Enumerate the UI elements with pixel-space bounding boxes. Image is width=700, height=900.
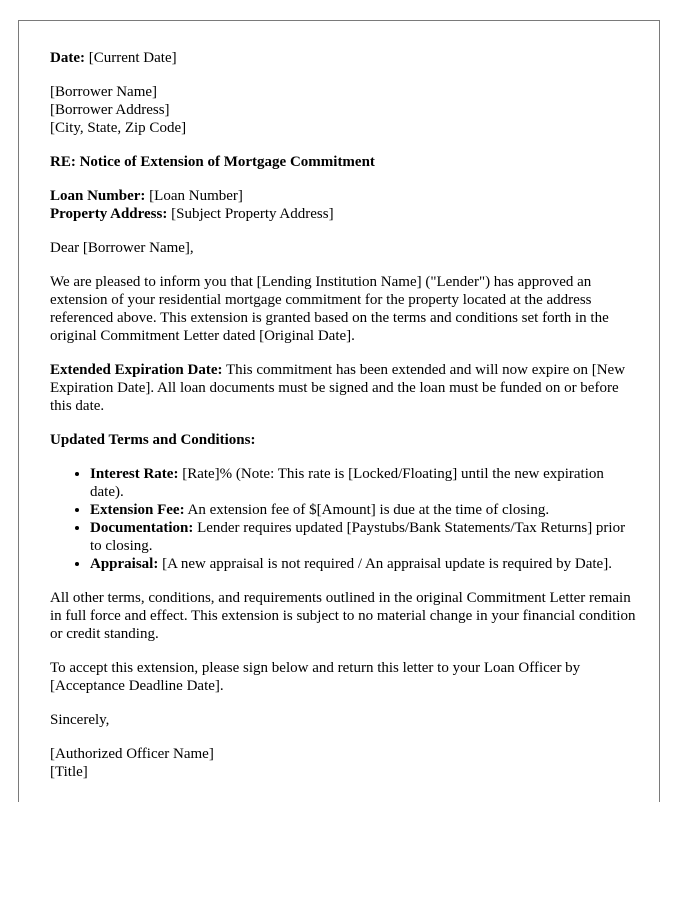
recipient-city-state-zip: [City, State, Zip Code] — [50, 120, 187, 136]
loan-number-line — [50, 187, 640, 205]
terms-item-documentation — [90, 519, 640, 555]
loan-number-value: [Loan Number] — [149, 188, 243, 204]
date-line — [50, 49, 640, 67]
recipient-address: [Borrower Address] — [50, 102, 170, 118]
terms-list — [50, 465, 640, 573]
recipient-block — [50, 83, 640, 137]
terms-item-appraisal — [90, 555, 640, 573]
subject-text: RE: Notice of Extension of Mortgage Commitment — [50, 154, 375, 170]
expiration-text: This commitment has been extended and will now expire on [New Expiration Date]. All loan documents must be signed and the loan must be funded on or before this date. — [50, 362, 626, 414]
signature-block — [50, 745, 640, 781]
signature-name: [Authorized Officer Name] — [50, 746, 214, 762]
recipient-name: [Borrower Name] — [50, 84, 158, 100]
date-label: Date: — [50, 50, 85, 66]
expiration-paragraph — [50, 361, 640, 415]
signature-title: [Title] — [50, 764, 88, 780]
terms-item-label: Interest Rate: — [90, 466, 179, 482]
terms-item-interest-rate — [90, 465, 640, 501]
letter-content — [50, 49, 640, 797]
salutation: Dear [Borrower Name], — [50, 240, 194, 256]
terms-item-text: Lender requires updated [Paystubs/Bank Statements/Tax Returns] prior to closing. — [90, 520, 626, 554]
terms-item-label: Documentation: — [90, 520, 194, 536]
property-address-line — [50, 205, 640, 223]
other-terms-paragraph: All other terms, conditions, and requirements outlined in the original Commitment Letter remain in full force and effect. This extension is subject to no material change in your financial condition or credit standing. — [50, 590, 636, 642]
terms-item-text: An extension fee of $[Amount] is due at the time of closing. — [184, 502, 550, 518]
subject-line — [50, 153, 640, 171]
date-value: [Current Date] — [88, 50, 177, 66]
terms-item-text: [A new appraisal is not required / An appraisal update is required by Date]. — [158, 556, 612, 572]
terms-heading — [50, 431, 640, 449]
expiration-label: Extended Expiration Date: — [50, 362, 223, 378]
loan-info-block — [50, 187, 640, 223]
closing: Sincerely, — [50, 712, 110, 728]
property-address-label: Property Address: — [50, 206, 168, 222]
terms-heading-text: Updated Terms and Conditions: — [50, 432, 256, 448]
intro-paragraph: We are pleased to inform you that [Lending Institution Name] ("Lender") has approved an extension of your residential mortgage commitment for the property located at the address referenced above. This extension is granted based on the terms and conditions set forth in the original Commitment Letter dated [Original Date]. — [50, 274, 609, 344]
property-address-value: [Subject Property Address] — [171, 206, 334, 222]
acceptance-paragraph: To accept this extension, please sign below and return this letter to your Loan Officer by [Acceptance Deadline Date]. — [50, 660, 581, 694]
terms-item-label: Appraisal: — [90, 556, 159, 572]
loan-number-label: Loan Number: — [50, 188, 146, 204]
terms-item-label: Extension Fee: — [90, 502, 185, 518]
terms-item-extension-fee — [90, 501, 640, 519]
terms-item-text: [Rate]% (Note: This rate is [Locked/Floating] until the new expiration date). — [90, 466, 604, 500]
letter-page — [18, 20, 660, 802]
